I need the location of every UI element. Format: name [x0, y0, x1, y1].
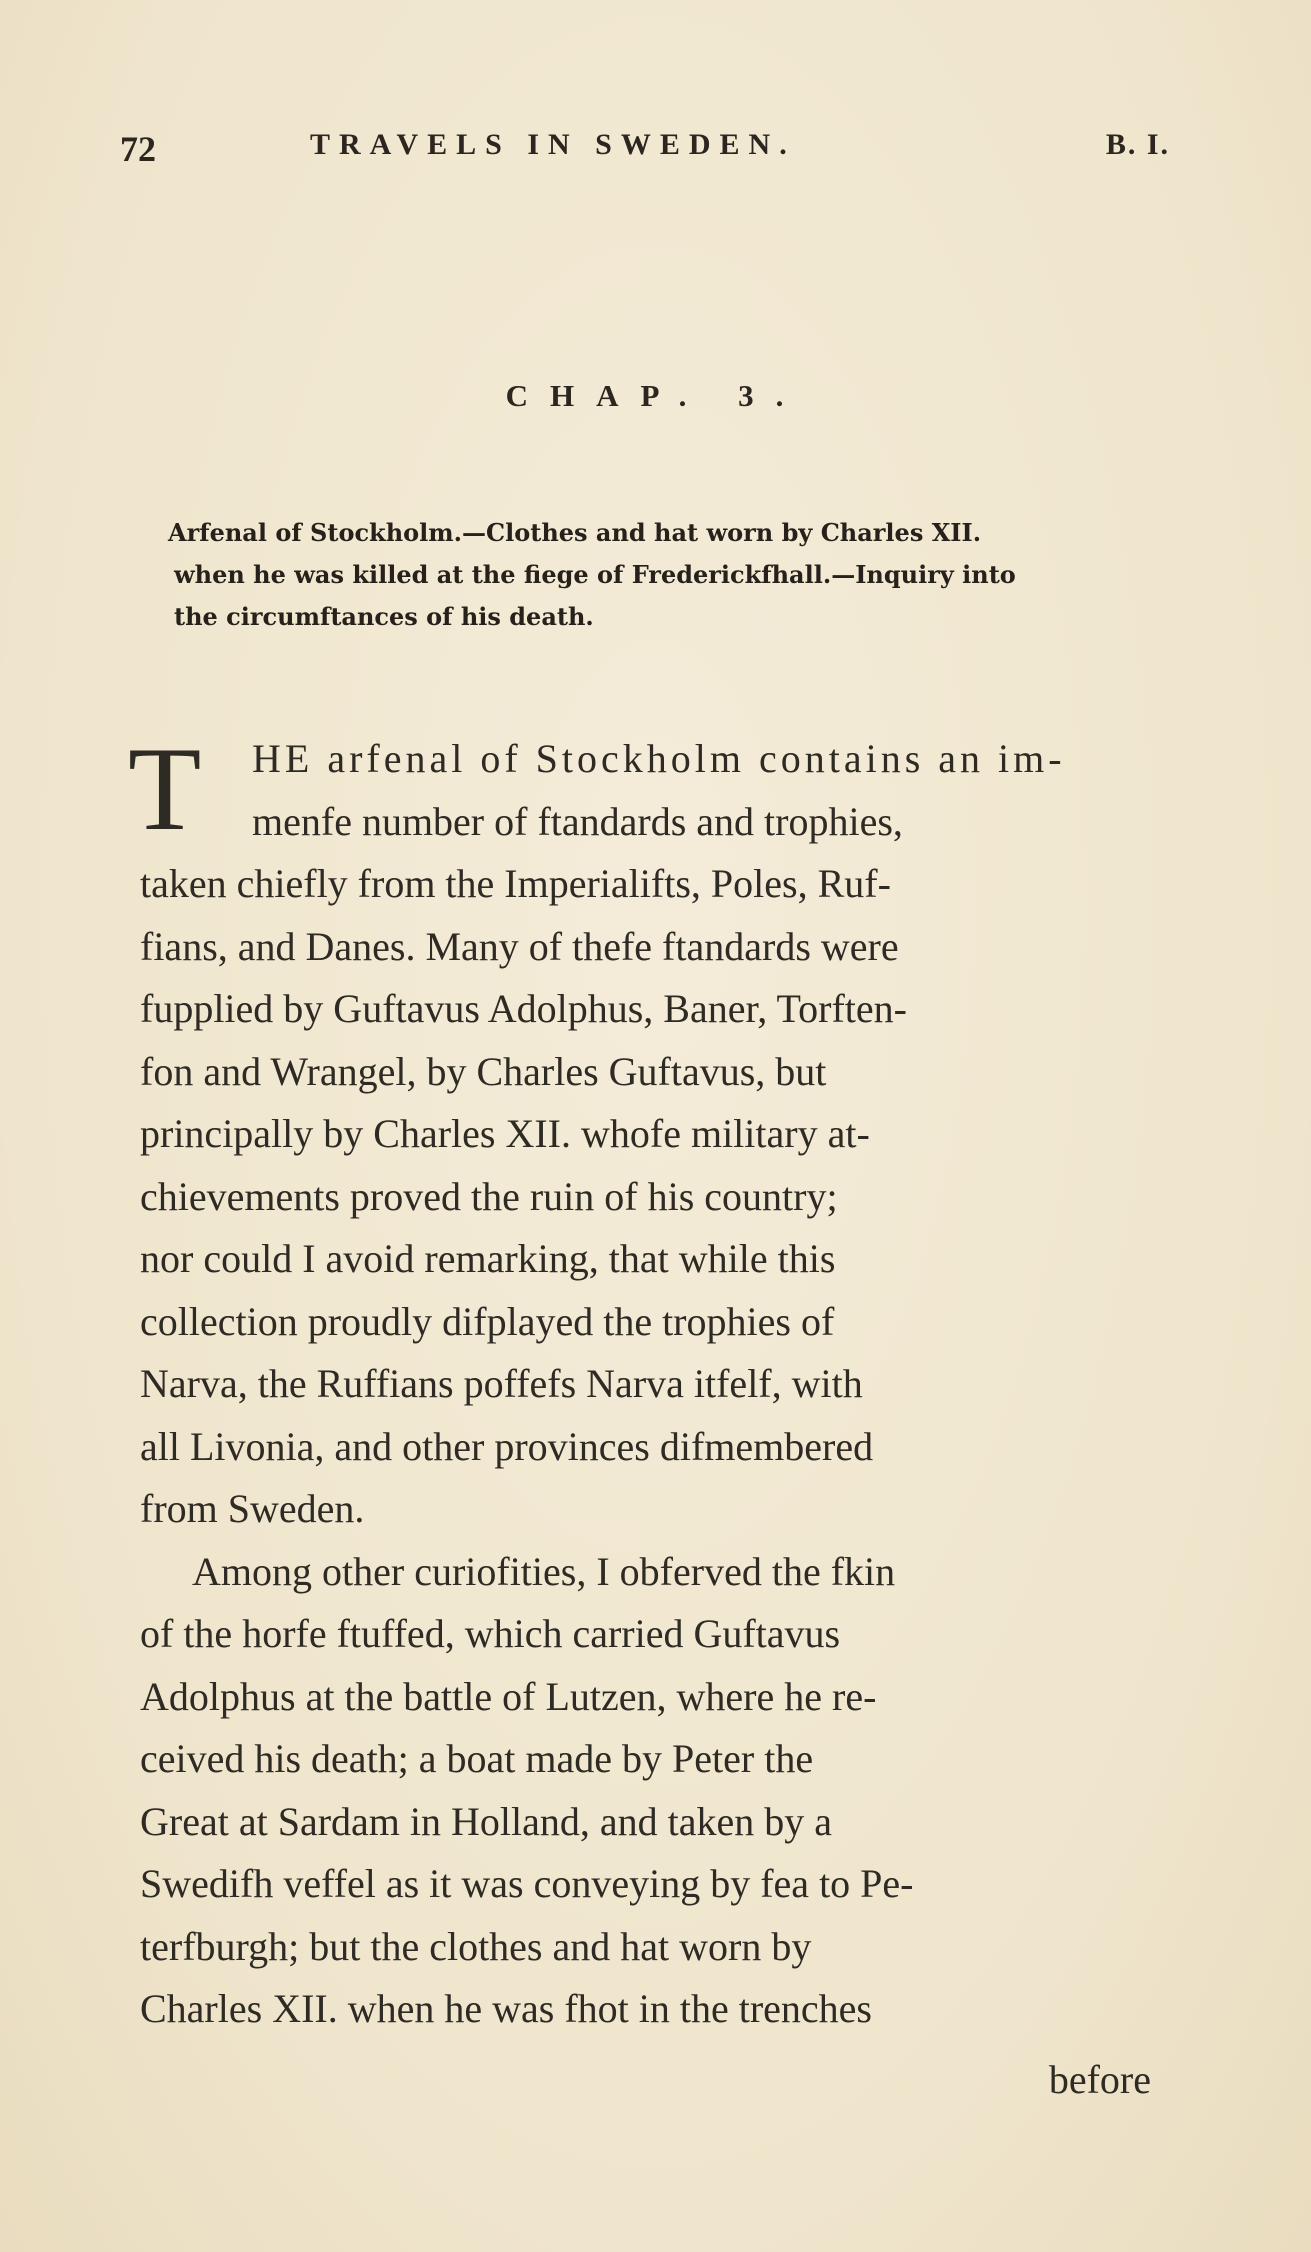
summary-line: when he was killed at the fiege of Frederickfhall.—Inquiry into [174, 560, 1016, 589]
chapter-summary [168, 512, 1178, 638]
text-line: principally by Charles XII. whofe military at- [140, 1111, 870, 1156]
text-line: taken chiefly from the Imperialifts, Poles, Ruf- [140, 861, 891, 906]
chapter-heading: CHAP. 3. [505, 378, 806, 413]
text-line: of the horfe ftuffed, which carried Guftavus [140, 1611, 841, 1656]
text-line: nor could I avoid remarking, that while this [140, 1236, 836, 1281]
running-title: TRAVELS IN SWEDEN. [310, 128, 796, 161]
body-text [128, 722, 1180, 2041]
text-line: fon and Wrangel, by Charles Guftavus, but [140, 1048, 827, 1094]
first-line-text: HE arfenal of Stockholm contains an im- [252, 736, 1066, 781]
text-line: Swedifh veffel as it was conveying by fea to Pe- [140, 1861, 914, 1906]
text-line: fians, and Danes. Many of thefe ftandards were [140, 923, 899, 969]
text-line: collection proudly difplayed the trophies of [140, 1298, 835, 1344]
summary-line: Arfenal of Stockholm.—Clothes and hat worn by Charles XII. [168, 518, 982, 547]
drop-cap: T [128, 722, 202, 855]
text-line: fupplied by Guftavus Adolphus, Baner, Torften- [140, 986, 907, 1031]
book-number: B. I. [1105, 128, 1170, 161]
text-line: ceived his death; a boat made by Peter the [140, 1736, 814, 1781]
text-line: terfburgh; but the clothes and hat worn by [140, 1923, 812, 1969]
running-head [120, 128, 1170, 178]
text-line: Narva, the Ruffians poffefs Narva itfelf, with [140, 1361, 863, 1406]
text-line: Adolphus at the battle of Lutzen, where he re- [140, 1673, 877, 1719]
page-number: 72 [120, 129, 156, 169]
text-line: menfe number of ftandards and trophies, [252, 798, 903, 844]
text-line: Among other curiofities, I obferved the fkin [192, 1548, 896, 1594]
text-line: from Sweden. [140, 1486, 365, 1531]
text-line: Great at Sardam in Holland, and taken by a [140, 1798, 832, 1844]
catchword: before [1048, 2057, 1151, 2102]
text-line: all Livonia, and other provinces difmembered [140, 1423, 874, 1469]
text-line: Charles XII. when he was fhot in the trenches [140, 1986, 872, 2031]
text-line: chievements proved the ruin of his country; [140, 1173, 838, 1219]
summary-line: the circumftances of his death. [174, 602, 594, 631]
